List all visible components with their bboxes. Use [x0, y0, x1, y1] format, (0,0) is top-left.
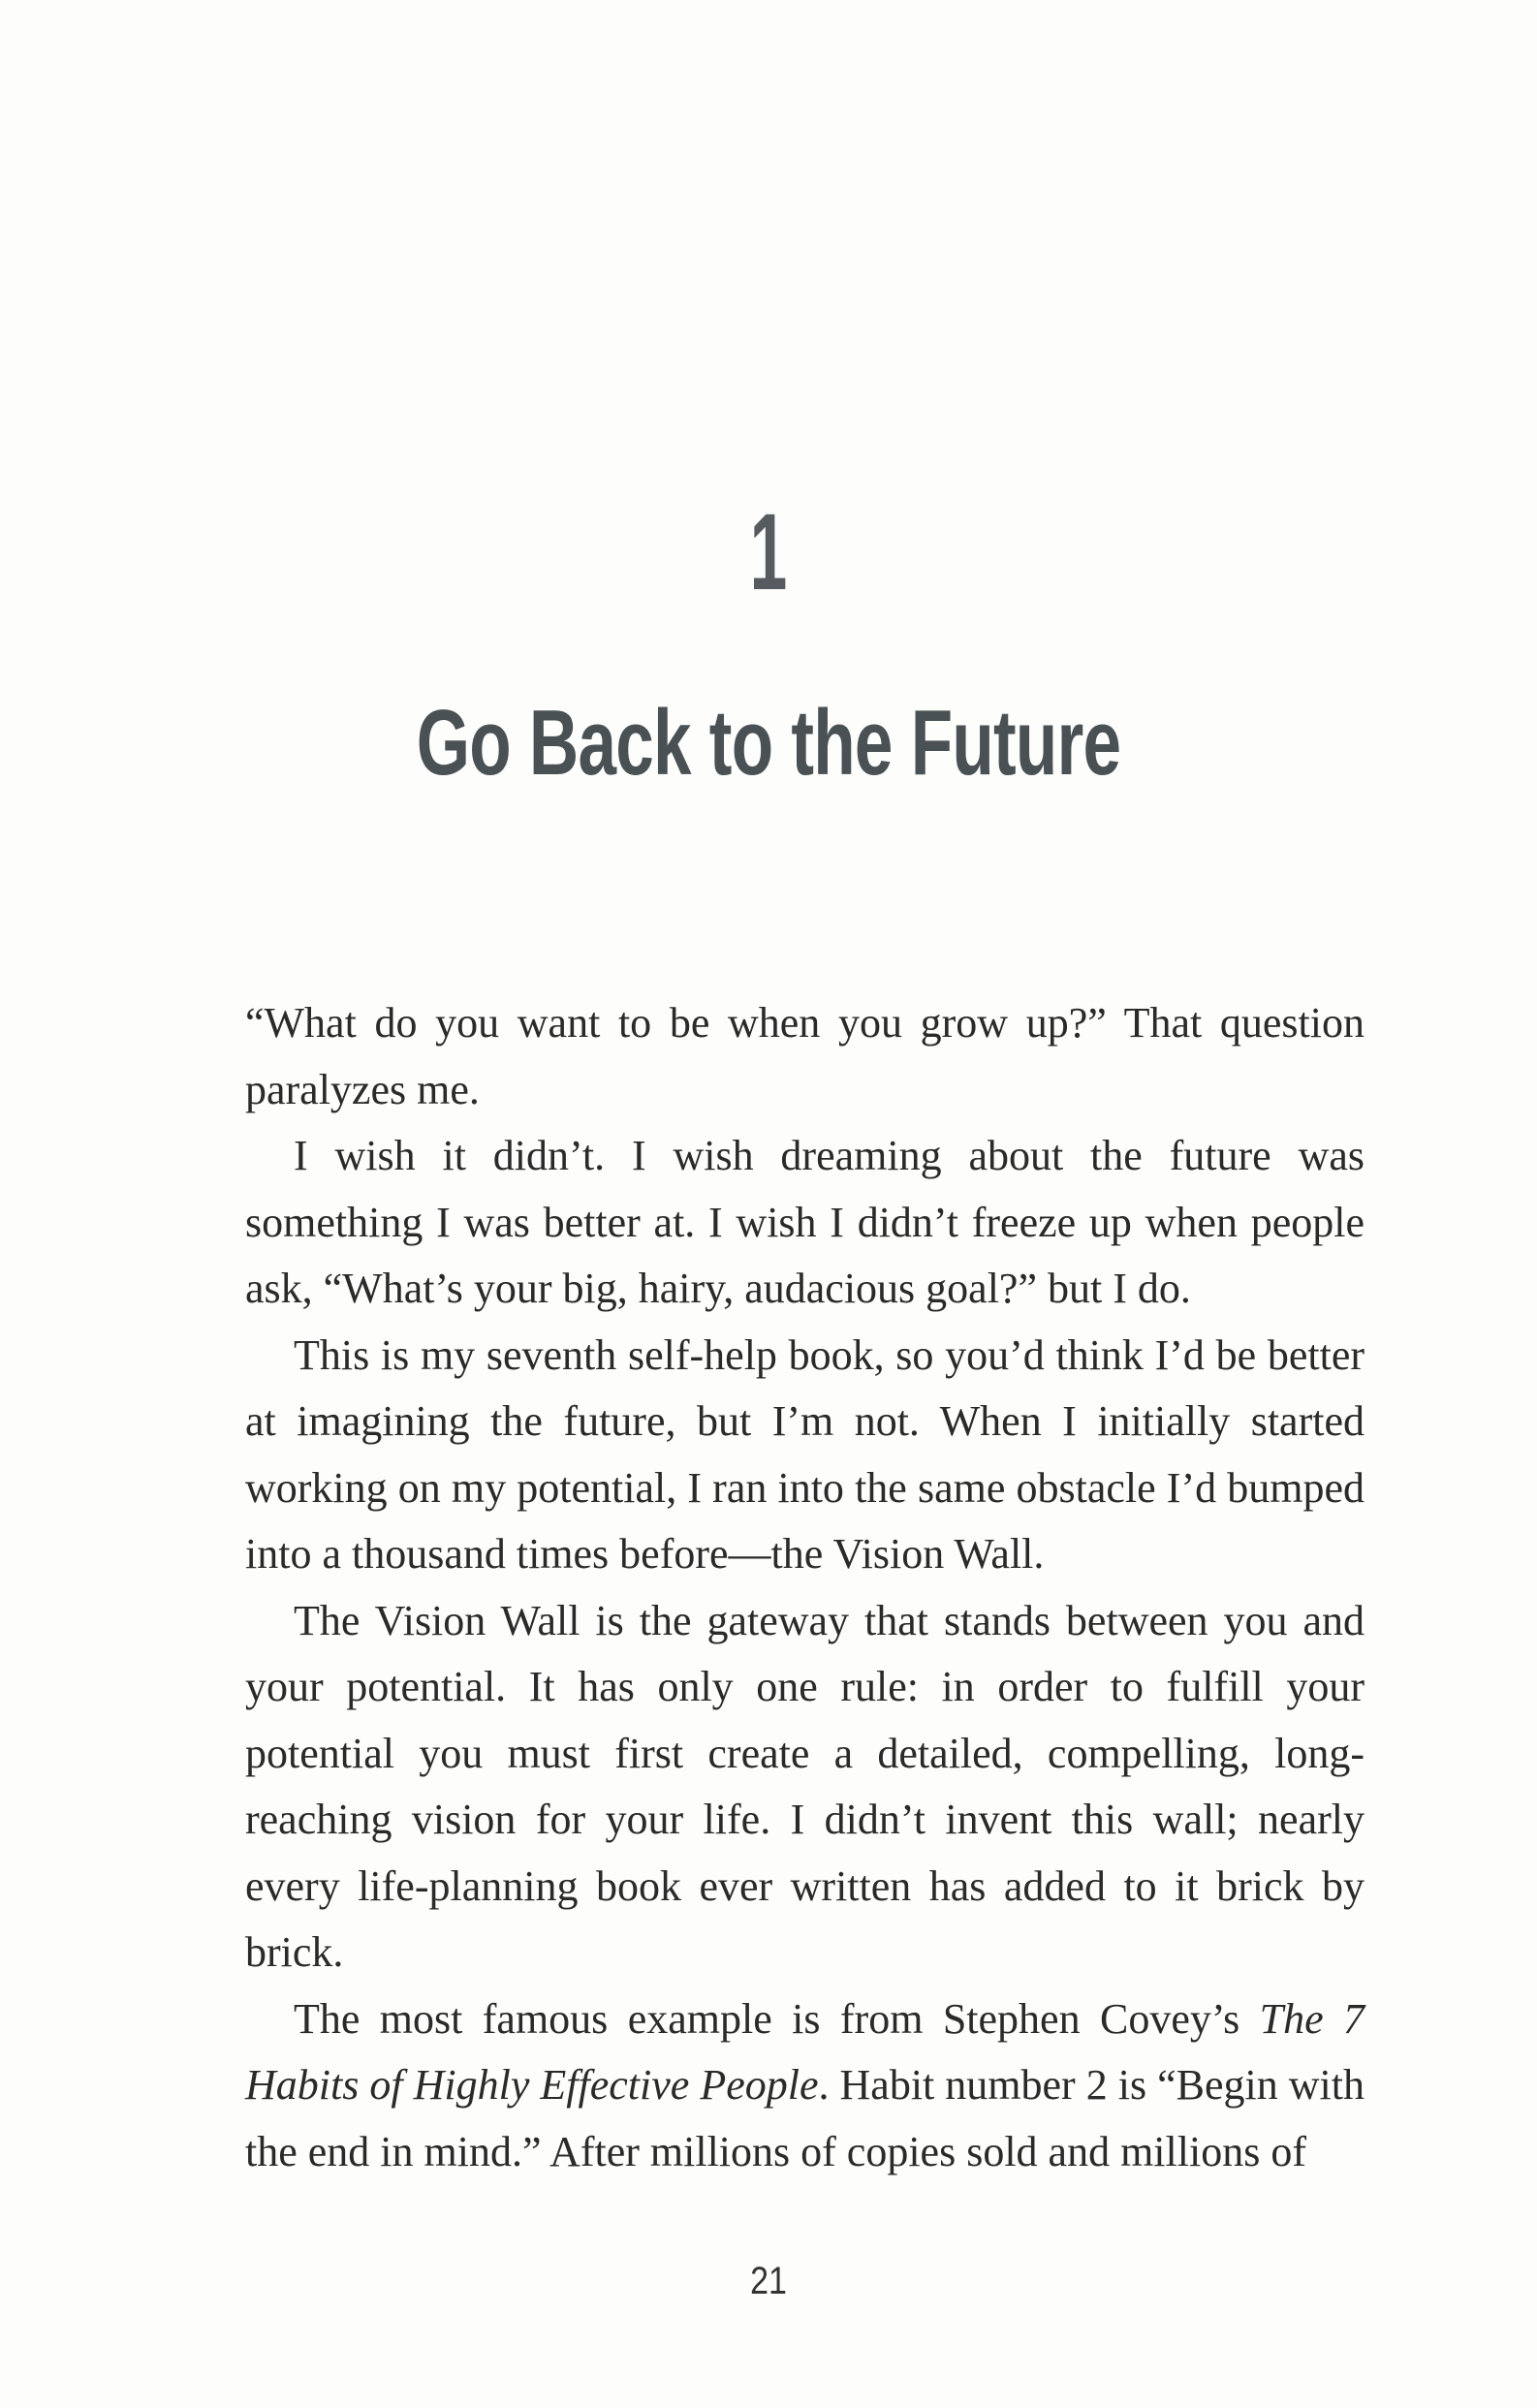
book-title-italic: The 7 Habits of Highly Effective People — [245, 1994, 1365, 2109]
paragraph-1: “What do you want to be when you grow up?” That question paralyzes me. — [245, 999, 1364, 1113]
paragraph-5 — [245, 1986, 1364, 2186]
page-number: 21 — [750, 2260, 787, 2302]
body-text — [245, 990, 1364, 2185]
paragraph-5-before: The most famous example is from Stephen Covey’s — [294, 1994, 1260, 2043]
paragraph-4: The Vision Wall is the gateway that stands between you and your potential. It has only one rule: in order to fulfill your potential you must first create a detailed, compelling, long-reaching vision for your life. I didn’t invent this wall; nearly every life-planning book ever written has added to it brick by brick. — [245, 1596, 1364, 1976]
paragraph-2: I wish it didn’t. I wish dreaming about the future was something I was better at. I wish I didn’t freeze up when people ask, “What’s your big, hairy, audacious goal?” but I do. — [245, 1132, 1364, 1312]
paragraph-3: This is my seventh self-help book, so you’d think I’d be better at imagining the future, but I’m not. When I initially started working on my potential, I ran into the same obstacle I’d bumped into a thousand times before—the Vision Wall. — [245, 1330, 1364, 1578]
chapter-title: Go Back to the Future — [416, 691, 1121, 795]
paragraph-5-after: . Habit number 2 is “Begin with the end in mind.” After millions of copies sold and millions of — [245, 2061, 1364, 2175]
chapter-number: 1 — [749, 491, 788, 612]
